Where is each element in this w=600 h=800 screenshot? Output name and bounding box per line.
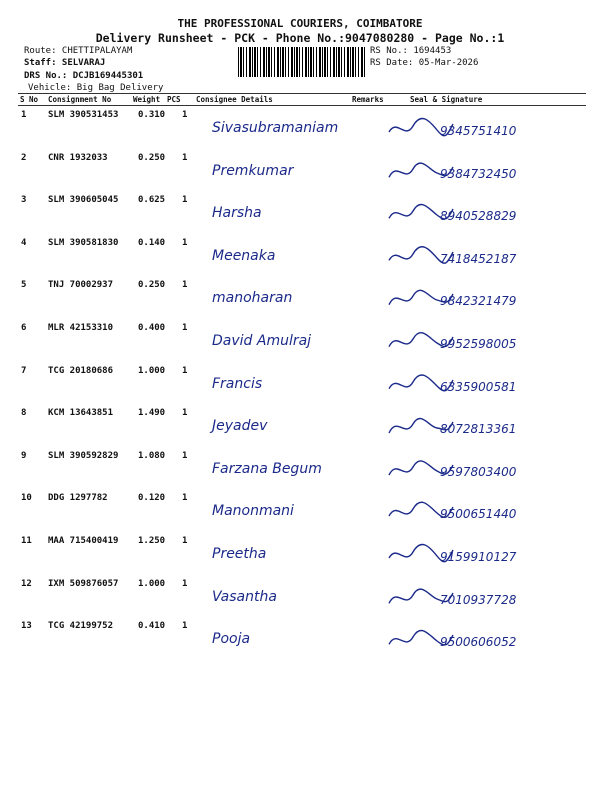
row-weight: 1.000 xyxy=(138,578,166,589)
row-consignee-name: Vasantha xyxy=(212,588,277,605)
row-consignee-name: manoharan xyxy=(212,290,293,307)
row-consignee-name: David Amulraj xyxy=(212,333,312,349)
row-consignment-no: CNR 1932033 xyxy=(48,152,108,163)
row-pcs: 1 xyxy=(182,237,188,248)
route-label: Route: CHETTIPALAYAM xyxy=(24,46,133,56)
row-phone-handwritten: 8940528829 xyxy=(440,209,517,224)
row-consignment-no: MLR 42153310 xyxy=(48,323,114,333)
row-pcs: 1 xyxy=(182,365,188,376)
row-sno: 5 xyxy=(21,280,27,291)
row-weight: 1.080 xyxy=(138,450,166,461)
runsheet-subtitle: Delivery Runsheet - PCK - Phone No.:9047080280 - Page No.:1 xyxy=(95,31,505,45)
header-rule-top xyxy=(18,93,586,94)
row-sno: 11 xyxy=(21,536,32,546)
row-pcs: 1 xyxy=(182,450,188,461)
row-phone-handwritten: 9952598005 xyxy=(440,337,517,351)
row-pcs: 1 xyxy=(182,536,188,546)
row-weight: 0.120 xyxy=(138,493,166,504)
row-consignee-name: Preetha xyxy=(212,546,267,562)
col-sno: S No xyxy=(20,95,39,104)
vehicle-label: Vehicle: Big Bag Delivery xyxy=(28,83,164,93)
row-pcs: 1 xyxy=(182,110,188,120)
row-consignee-name: Premkumar xyxy=(212,162,294,179)
header-rule-bottom xyxy=(18,105,586,106)
row-phone-handwritten: 9159910127 xyxy=(440,550,517,564)
row-consignment-no: MAA 715400419 xyxy=(48,536,119,546)
col-remarks: Remarks xyxy=(352,95,384,104)
row-phone-handwritten: 8072813361 xyxy=(440,422,517,437)
staff-label: Staff: SELVARAJ xyxy=(24,58,106,68)
row-consignment-no: SLM 390581830 xyxy=(48,237,119,248)
row-sno: 2 xyxy=(21,152,27,163)
row-weight: 1.000 xyxy=(138,365,166,376)
row-consignee-name: Harsha xyxy=(212,205,262,222)
drs-number: DRS No.: DCJB169445301 xyxy=(24,71,144,81)
row-phone-handwritten: 7010937728 xyxy=(440,592,517,607)
rs-number: RS No.: 1694453 xyxy=(370,46,452,56)
row-consignee-name: Meenaka xyxy=(212,247,276,264)
row-phone-handwritten: 9500606052 xyxy=(440,635,517,650)
row-sno: 12 xyxy=(21,578,32,589)
row-sno: 9 xyxy=(21,450,27,461)
row-consignment-no: TCG 42199752 xyxy=(48,621,114,632)
row-consignment-no: SLM 390531453 xyxy=(48,110,119,120)
row-sno: 1 xyxy=(21,110,27,120)
row-sno: 4 xyxy=(21,237,27,248)
row-consignee-name: Francis xyxy=(212,375,263,392)
row-weight: 0.310 xyxy=(138,110,166,120)
row-consignment-no: TCG 20180686 xyxy=(48,365,114,376)
row-pcs: 1 xyxy=(182,152,188,163)
row-sno: 8 xyxy=(21,408,27,419)
row-pcs: 1 xyxy=(182,621,188,632)
row-weight: 0.400 xyxy=(138,323,166,333)
barcode xyxy=(238,47,366,77)
row-sno: 7 xyxy=(21,365,27,376)
col-consignee: Consignee Details xyxy=(196,95,273,104)
row-consignment-no: SLM 390592829 xyxy=(48,450,119,461)
row-pcs: 1 xyxy=(182,578,188,589)
row-pcs: 1 xyxy=(182,280,188,291)
col-seal-signature: Seal & Signature xyxy=(410,95,483,104)
row-sno: 13 xyxy=(21,621,32,632)
col-pcs: PCS xyxy=(167,95,181,104)
row-pcs: 1 xyxy=(182,195,188,206)
row-consignee-name: Manonmani xyxy=(212,503,294,520)
row-phone-handwritten: 9345751410 xyxy=(440,124,517,138)
rs-date: RS Date: 05-Mar-2026 xyxy=(370,58,479,68)
row-sno: 6 xyxy=(21,323,27,333)
row-weight: 0.250 xyxy=(138,152,166,163)
row-phone-handwritten: 9384732450 xyxy=(440,166,517,181)
row-consignment-no: IXM 509876057 xyxy=(48,578,119,589)
row-consignment-no: KCM 13643851 xyxy=(48,408,114,419)
row-consignment-no: DDG 1297782 xyxy=(48,493,108,504)
row-consignee-name: Jeyadev xyxy=(212,418,268,435)
row-phone-handwritten: 9500651440 xyxy=(440,507,517,522)
row-weight: 0.140 xyxy=(138,237,166,248)
row-weight: 1.250 xyxy=(138,536,166,546)
row-phone-handwritten: 9597803400 xyxy=(440,464,517,479)
row-consignee-name: Pooja xyxy=(212,631,251,648)
row-pcs: 1 xyxy=(182,493,188,504)
row-pcs: 1 xyxy=(182,408,188,419)
row-sno: 3 xyxy=(21,195,27,206)
row-phone-handwritten: 6335900581 xyxy=(440,379,517,394)
row-consignee-name: Sivasubramaniam xyxy=(212,120,339,136)
row-phone-handwritten: 7418452187 xyxy=(440,251,517,266)
row-weight: 1.490 xyxy=(138,408,166,419)
row-consignee-name: Farzana Begum xyxy=(212,460,322,477)
row-consignment-no: TNJ 70002937 xyxy=(48,280,114,291)
row-sno: 10 xyxy=(21,493,32,504)
row-weight: 0.625 xyxy=(138,195,166,206)
row-weight: 0.410 xyxy=(138,621,166,632)
row-weight: 0.250 xyxy=(138,280,166,291)
row-phone-handwritten: 9842321479 xyxy=(440,294,517,309)
document-title: THE PROFESSIONAL COURIERS, COIMBATORE xyxy=(177,17,423,30)
col-weight: Weight xyxy=(133,95,161,104)
row-consignment-no: SLM 390605045 xyxy=(48,195,119,206)
col-consignment: Consignment No xyxy=(48,95,112,104)
row-pcs: 1 xyxy=(182,323,188,333)
